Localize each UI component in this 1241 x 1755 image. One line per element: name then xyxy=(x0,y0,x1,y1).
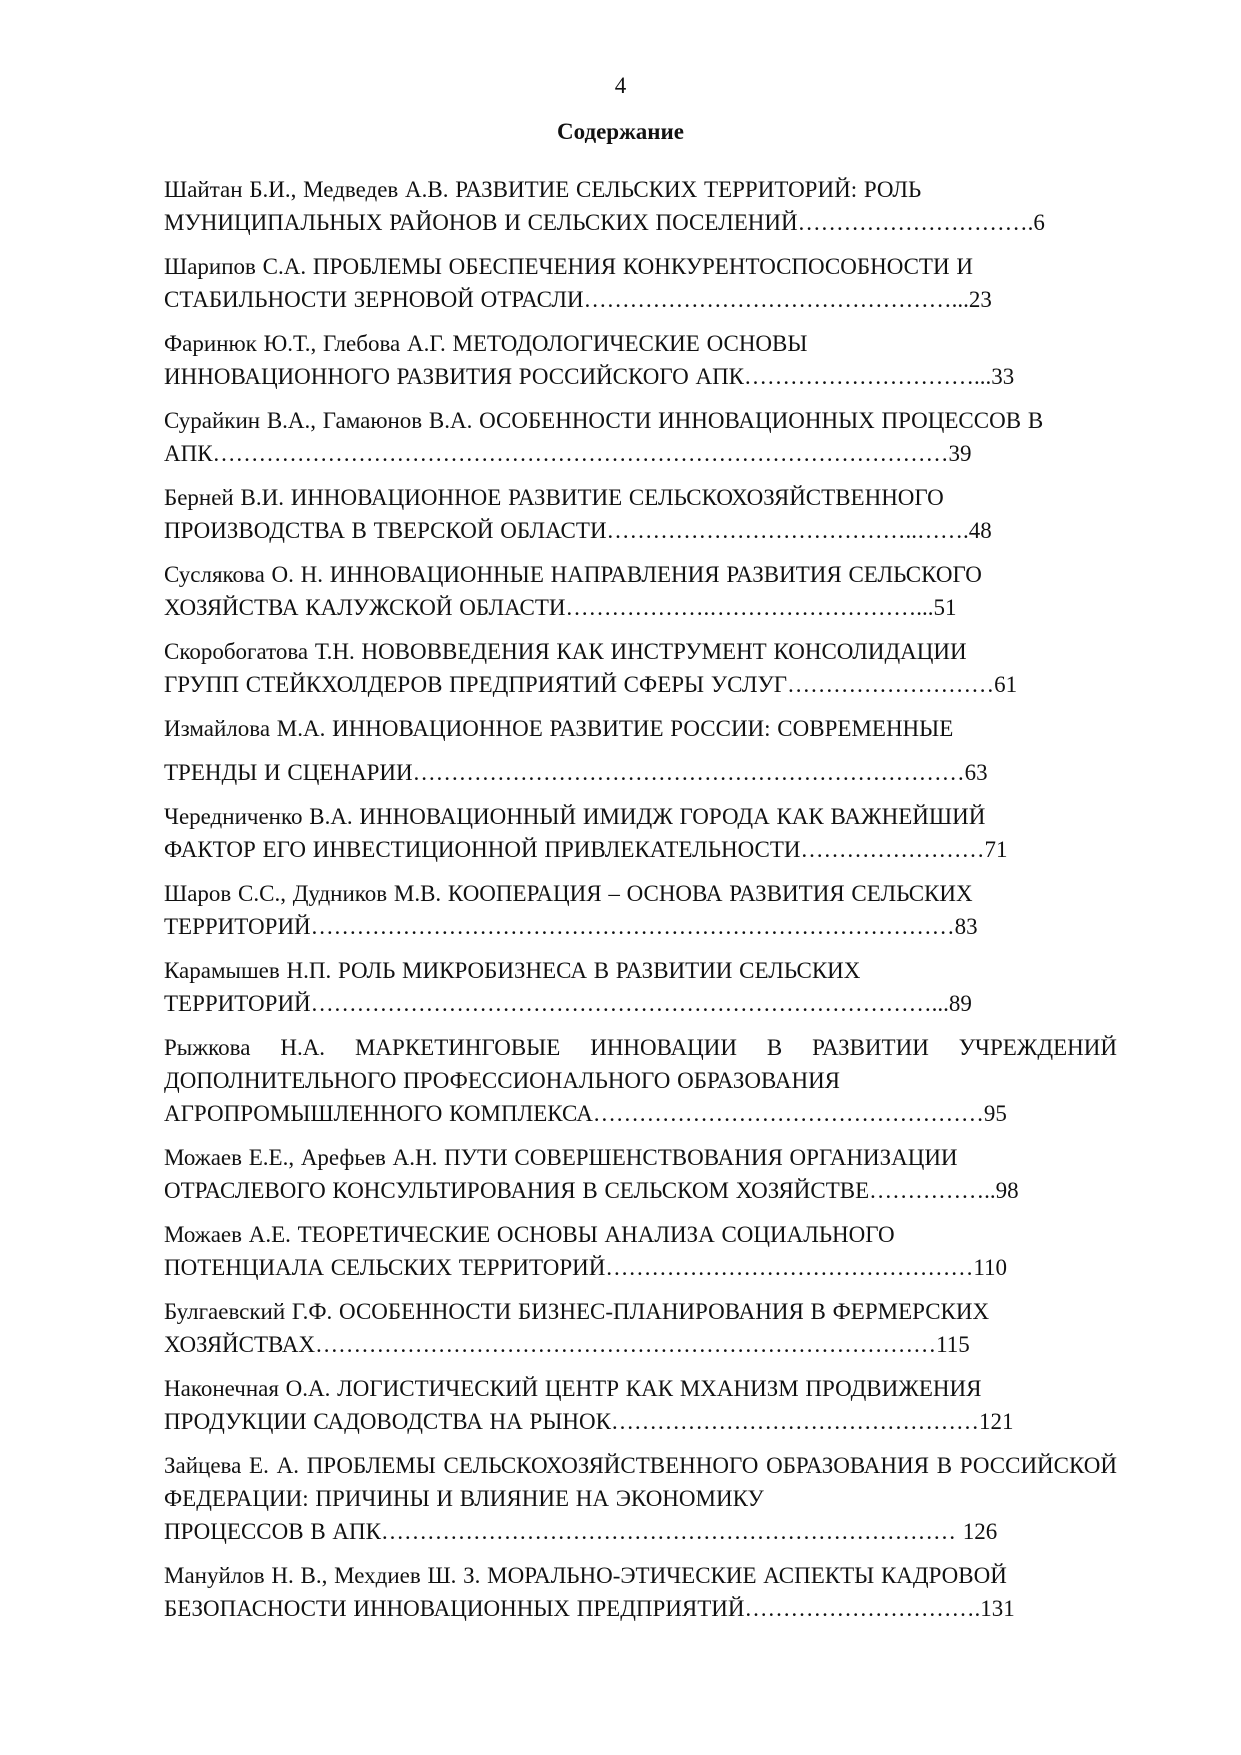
toc-entry-page-line: БЕЗОПАСНОСТИ ИННОВАЦИОННЫХ ПРЕДПРИЯТИЙ………………………….131 xyxy=(164,1596,1015,1621)
toc-entry[interactable] xyxy=(164,1449,1117,1548)
toc-entry-page-line: ОТРАСЛЕВОГО КОНСУЛЬТИРОВАНИЯ В СЕЛЬСКОМ ХОЗЯЙСТВЕ……………..98 xyxy=(164,1178,1019,1203)
toc-entry[interactable] xyxy=(164,1031,1117,1130)
toc-entry-text: Шаров С.С., Дудников М.В. КООПЕРАЦИЯ – ОСНОВА РАЗВИТИЯ СЕЛЬСКИХ xyxy=(164,881,973,906)
toc-entry-page-line: ТРЕНДЫ И СЦЕНАРИИ………………………………………………………………63 xyxy=(164,760,988,785)
toc-entry[interactable] xyxy=(164,1141,1117,1207)
toc-entry-text: Рыжкова Н.А. МАРКЕТИНГОВЫЕ ИННОВАЦИИ В РАЗВИТИИ УЧРЕЖДЕНИЙ ДОПОЛНИТЕЛЬНОГО ПРОФЕССИОНАЛЬНОГО ОБРАЗОВАНИЯ xyxy=(164,1035,1117,1093)
toc-entry-text: Шайтан Б.И., Медведев А.В. РАЗВИТИЕ СЕЛЬСКИХ ТЕРРИТОРИЙ: РОЛЬ xyxy=(164,177,922,202)
toc-entry[interactable] xyxy=(164,558,1117,624)
toc-entry-text: Шарипов С.А. ПРОБЛЕМЫ ОБЕСПЕЧЕНИЯ КОНКУРЕНТОСПОСОБНОСТИ И xyxy=(164,254,973,279)
page-title: Содержание xyxy=(557,119,684,144)
toc-entry-text: Можаев А.Е. ТЕОРЕТИЧЕСКИЕ ОСНОВЫ АНАЛИЗА СОЦИАЛЬНОГО xyxy=(164,1222,895,1247)
toc-entry[interactable] xyxy=(164,712,1117,789)
toc-entry-text: Сурайкин В.А., Гамаюнов В.А. ОСОБЕННОСТИ ИННОВАЦИОННЫХ ПРОЦЕССОВ В xyxy=(164,408,1044,433)
toc-entry[interactable] xyxy=(164,173,1117,239)
page-number: 4 xyxy=(614,73,627,98)
toc-entry-text: Чередниченко В.А. ИННОВАЦИОННЫЙ ИМИДЖ ГОРОДА КАК ВАЖНЕЙШИЙ xyxy=(164,804,986,829)
toc-entry[interactable] xyxy=(164,1295,1117,1361)
toc-entry[interactable] xyxy=(164,1372,1117,1438)
toc-entry-page-line: ФАКТОР ЕГО ИНВЕСТИЦИОННОЙ ПРИВЛЕКАТЕЛЬНОСТИ……………………71 xyxy=(164,837,1008,862)
toc-entry-page-line: СТАБИЛЬНОСТИ ЗЕРНОВОЙ ОТРАСЛИ…………………………………………...23 xyxy=(164,287,992,312)
toc-entry[interactable] xyxy=(164,250,1117,316)
toc-entry-page-line: ХОЗЯЙСТВА КАЛУЖСКОЙ ОБЛАСТИ……………….………………………...51 xyxy=(164,595,957,620)
toc-entry-text: Мануйлов Н. В., Мехдиев Ш. З. МОРАЛЬНО-ЭТИЧЕСКИЕ АСПЕКТЫ КАДРОВОЙ xyxy=(164,1563,1007,1588)
toc-entry-page-line: ТЕРРИТОРИЙ………………………………………………………………………...89 xyxy=(164,991,972,1016)
toc-entry-page-line: ГРУПП СТЕЙКХОЛДЕРОВ ПРЕДПРИЯТИЙ СФЕРЫ УСЛУГ………………………61 xyxy=(164,672,1018,697)
toc-entry-text: Можаев Е.Е., Арефьев А.Н. ПУТИ СОВЕРШЕНСТВОВАНИЯ ОРГАНИЗАЦИИ xyxy=(164,1145,958,1170)
toc-entry-page-line: АГРОПРОМЫШЛЕННОГО КОМПЛЕКСА……………………………………………95 xyxy=(164,1101,1007,1126)
toc-entry[interactable] xyxy=(164,481,1117,547)
toc-entry-page-line: ПРОДУКЦИИ САДОВОДСТВА НА РЫНОК…………………………………………121 xyxy=(164,1409,1014,1434)
table-of-contents xyxy=(164,173,1117,1636)
toc-entry[interactable] xyxy=(164,635,1117,701)
toc-entry-text: Карамышев Н.П. РОЛЬ МИКРОБИЗНЕСА В РАЗВИТИИ СЕЛЬСКИХ xyxy=(164,958,861,983)
toc-entry-page-line: МУНИЦИПАЛЬНЫХ РАЙОНОВ И СЕЛЬСКИХ ПОСЕЛЕНИЙ………………………….6 xyxy=(164,210,1045,235)
toc-entry-page-line: ХОЗЯЙСТВАХ………………………………………………………………………115 xyxy=(164,1332,970,1357)
toc-entry[interactable] xyxy=(164,327,1117,393)
toc-entry-page-line: ПРОЦЕССОВ В АПК………………………………………………………………… 126 xyxy=(164,1519,998,1544)
toc-entry-text: Измайлова М.А. ИННОВАЦИОННОЕ РАЗВИТИЕ РОССИИ: СОВРЕМЕННЫЕ xyxy=(164,716,954,741)
toc-entry[interactable] xyxy=(164,1559,1117,1625)
toc-entry-page-line: ПРОИЗВОДСТВА В ТВЕРСКОЙ ОБЛАСТИ…………………………………..…….48 xyxy=(164,518,992,543)
toc-entry-page-line: АПК……………………………………………………………………………………39 xyxy=(164,441,972,466)
toc-entry-text: Булгаевский Г.Ф. ОСОБЕННОСТИ БИЗНЕС-ПЛАНИРОВАНИЯ В ФЕРМЕРСКИХ xyxy=(164,1299,990,1324)
toc-entry-text: Наконечная О.А. ЛОГИСТИЧЕСКИЙ ЦЕНТР КАК МХАНИЗМ ПРОДВИЖЕНИЯ xyxy=(164,1376,982,1401)
toc-entry-text: Фаринюк Ю.Т., Глебова А.Г. МЕТОДОЛОГИЧЕСКИЕ ОСНОВЫ xyxy=(164,331,808,356)
toc-entry[interactable] xyxy=(164,954,1117,1020)
toc-entry-page-line: ИННОВАЦИОННОГО РАЗВИТИЯ РОССИЙСКОГО АПК…………………………...33 xyxy=(164,364,1015,389)
toc-entry[interactable] xyxy=(164,877,1117,943)
toc-entry-text: Скоробогатова Т.Н. НОВОВВЕДЕНИЯ КАК ИНСТРУМЕНТ КОНСОЛИДАЦИИ xyxy=(164,639,967,664)
toc-entry[interactable] xyxy=(164,1218,1117,1284)
toc-entry-page-line: ТЕРРИТОРИЙ…………………………………………………………………………83 xyxy=(164,914,978,939)
toc-entry-text: Берней В.И. ИННОВАЦИОННОЕ РАЗВИТИЕ СЕЛЬСКОХОЗЯЙСТВЕННОГО xyxy=(164,485,944,510)
toc-entry[interactable] xyxy=(164,800,1117,866)
toc-entry-text: Суслякова О. Н. ИННОВАЦИОННЫЕ НАПРАВЛЕНИЯ РАЗВИТИЯ СЕЛЬСКОГО xyxy=(164,562,982,587)
toc-entry-page-line: ПОТЕНЦИАЛА СЕЛЬСКИХ ТЕРРИТОРИЙ…………………………………………110 xyxy=(164,1255,1007,1280)
toc-entry-text: Зайцева Е. А. ПРОБЛЕМЫ СЕЛЬСКОХОЗЯЙСТВЕННОГО ОБРАЗОВАНИЯ В РОССИЙСКОЙ ФЕДЕРАЦИИ: ПРИЧИНЫ И ВЛИЯНИЕ НА ЭКОНОМИКУ xyxy=(164,1453,1117,1511)
toc-entry[interactable] xyxy=(164,404,1117,470)
